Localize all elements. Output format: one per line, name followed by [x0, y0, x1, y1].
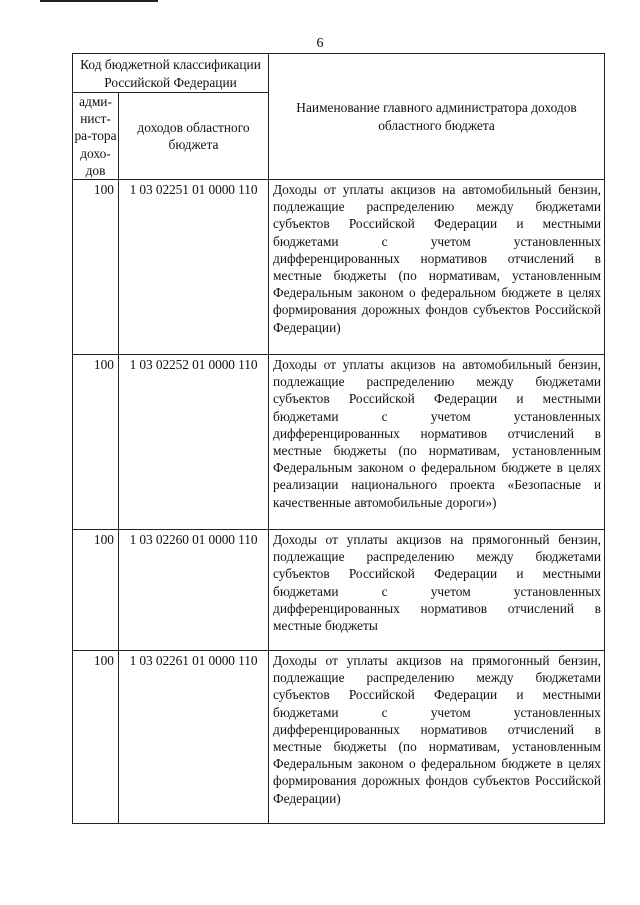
header-administrator-code: адми-нист-ра-тора дохо-дов	[74, 94, 117, 178]
budget-classification-table	[72, 53, 605, 824]
admin-code-cell: 100	[73, 180, 119, 355]
header-administrator-name: Наименование главного администратора доходов областного бюджета	[269, 54, 605, 180]
income-code-cell: 1 03 02252 01 0000 110	[119, 355, 269, 530]
admin-code-cell: 100	[73, 355, 119, 530]
table-row	[73, 651, 605, 824]
table-row	[73, 530, 605, 651]
income-name-cell: Доходы от уплаты акцизов на автомобильный бензин, подлежащие распределению между бюджетами субъектов Российской Федерации и местными бюджетами с учетом установленных дифференцированных нормативов отчислений в местные бюджеты (по нормативам, установленным Федеральным законом о федеральном бюджете в целях формирования дорожных фондов субъектов Российской Федерации)	[269, 180, 605, 355]
income-code-cell: 1 03 02251 01 0000 110	[119, 180, 269, 355]
admin-code-cell: 100	[73, 651, 119, 824]
header-row	[73, 54, 605, 93]
page-number: 6	[316, 36, 324, 51]
table-row	[73, 355, 605, 530]
header-code-group: Код бюджетной классификации Российской Федерации	[73, 54, 269, 93]
income-name-cell: Доходы от уплаты акцизов на автомобильный бензин, подлежащие распределению между бюджетами субъектов Российской Федерации и местными бюджетами с учетом установленных дифференцированных нормативов отчислений в местные бюджеты (по нормативам, установленным Федеральным законом о федеральном бюджете в целях реализации национального проекта «Безопасные и качественные автомобильные дороги»)	[269, 355, 605, 530]
income-code-cell: 1 03 02260 01 0000 110	[119, 530, 269, 651]
admin-code-cell: 100	[73, 530, 119, 651]
income-name-cell: Доходы от уплаты акцизов на прямогонный бензин, подлежащие распределению между бюджетами субъектов Российской Федерации и местными бюджетами с учетом установленных дифференцированных нормативов отчислений в местные бюджеты	[269, 530, 605, 651]
income-name-cell: Доходы от уплаты акцизов на прямогонный бензин, подлежащие распределению между бюджетами субъектов Российской Федерации и местными бюджетами с учетом установленных дифференцированных нормативов отчислений в местные бюджеты (по нормативам, установленным Федеральным законом о федеральном бюджете в целях формирования дорожных фондов субъектов Российской Федерации)	[269, 651, 605, 824]
header-income-code: доходов областного бюджета	[119, 93, 269, 180]
income-code-cell: 1 03 02261 01 0000 110	[119, 651, 269, 824]
table-row	[73, 180, 605, 355]
top-rule	[40, 0, 158, 2]
